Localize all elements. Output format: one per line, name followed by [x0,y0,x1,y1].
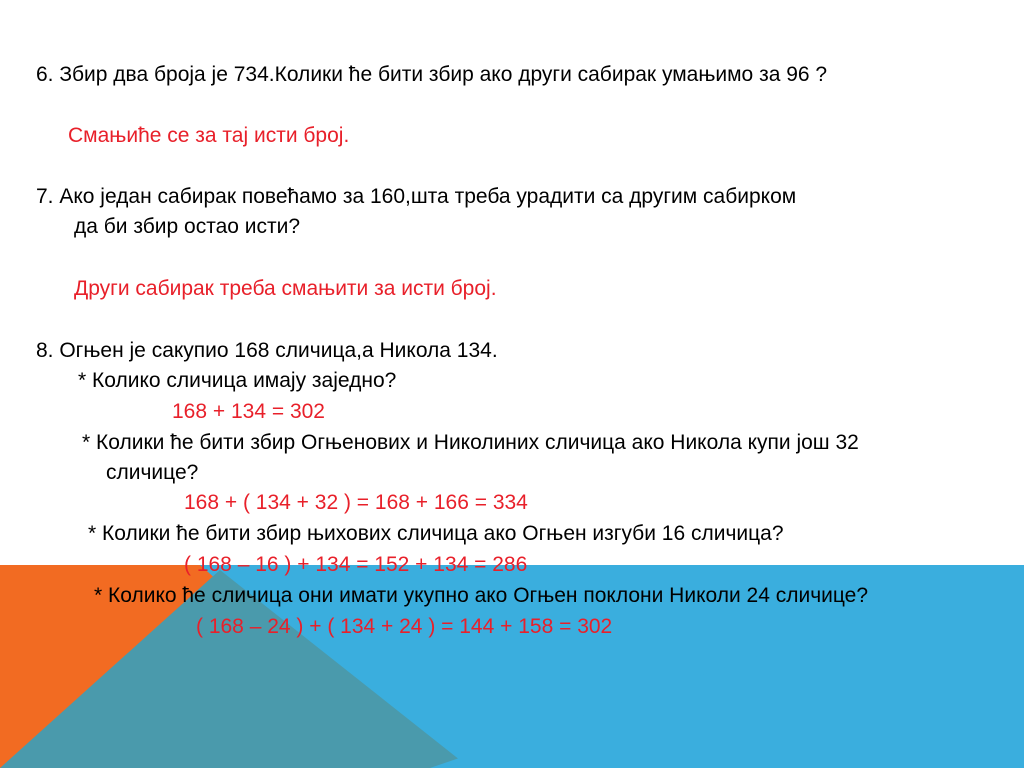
problem-8-answer-d: ( 168 – 24 ) + ( 134 + 24 ) = 144 + 158 = 302 [196,615,613,638]
answer-7: Други сабирак треба смањити за исти број. [74,277,497,300]
problem-8-answer-c: ( 168 – 16 ) + 134 = 152 + 134 = 286 [184,553,528,576]
problem-8-question-a: * Колико сличица имају заједно? [78,369,397,392]
problem-8-question-d: * Колико ће сличица они имати укупно ако Огњен поклони Николи 24 сличице? [94,584,869,607]
problem-8-answer-a: 168 + 134 = 302 [172,400,325,423]
problem-8-statement: 8. Огњен је сакупио 168 сличица,а Никола 134. [36,339,498,362]
question-6: 6. Збир два броја је 734.Колики ће бити збир ако други сабирак умањимо за 96 ? [36,63,828,86]
problem-8-answer-b: 168 + ( 134 + 32 ) = 168 + 166 = 334 [184,491,528,514]
question-7-line-1: 7. Ако један сабирак повећамо за 160,шта треба урадити са другим сабирком [36,185,797,208]
problem-8-question-b-line-1: * Колики ће бити збир Огњенових и Николиних сличица ако Никола купи још 32 [82,431,859,454]
problem-8-question-b-line-2: сличице? [106,461,199,484]
problem-8-question-c: * Колики ће бити збир њихових сличица ако Огњен изгуби 16 сличица? [88,522,784,545]
question-7-line-2: да би збир остао исти? [74,215,301,238]
answer-6: Смањиће се за тај исти број. [68,124,350,147]
